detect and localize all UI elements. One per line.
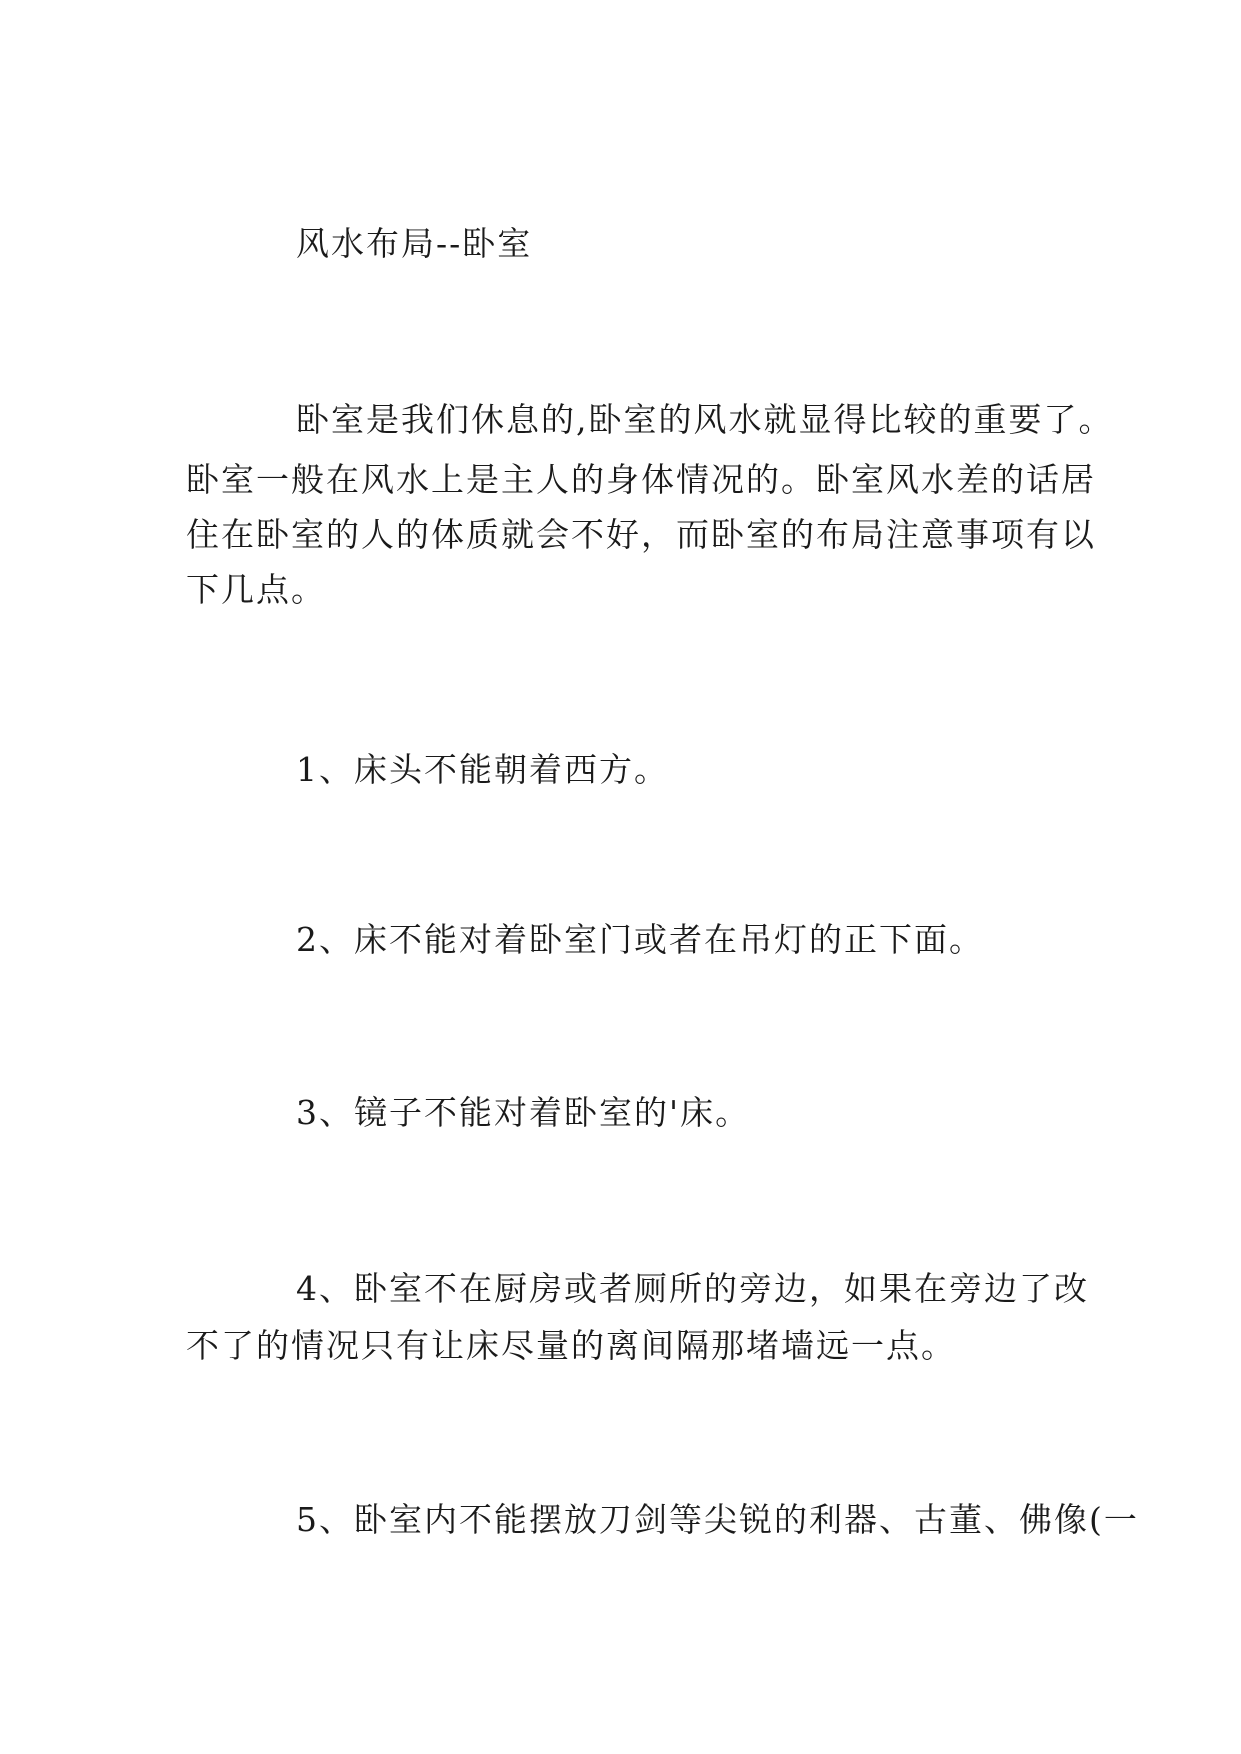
- list-item-4-line-1: 4、卧室不在厨房或者厕所的旁边，如果在旁边了改: [296, 1269, 1089, 1308]
- page-title: 风水布局--卧室: [296, 224, 533, 263]
- list-item-4-line-2: 不了的情况只有让床尽量的离间隔那堵墙远一点。: [186, 1326, 956, 1365]
- intro-line-1: 卧室是我们休息的,卧室的风水就显得比较的重要了。: [296, 400, 1114, 439]
- intro-line-3: 住在卧室的人的体质就会不好，而卧室的布局注意事项有以: [186, 515, 1096, 554]
- intro-line-2: 卧室一般在风水上是主人的身体情况的。卧室风水差的话居: [186, 460, 1096, 499]
- list-item-5: 5、卧室内不能摆放刀剑等尖锐的利器、古董、佛像(一: [296, 1500, 1139, 1539]
- list-item-2: 2、床不能对着卧室门或者在吊灯的正下面。: [296, 920, 984, 959]
- intro-line-4: 下几点。: [186, 570, 326, 609]
- list-item-1: 1、床头不能朝着西方。: [296, 750, 669, 789]
- list-item-3: 3、镜子不能对着卧室的'床。: [296, 1093, 751, 1132]
